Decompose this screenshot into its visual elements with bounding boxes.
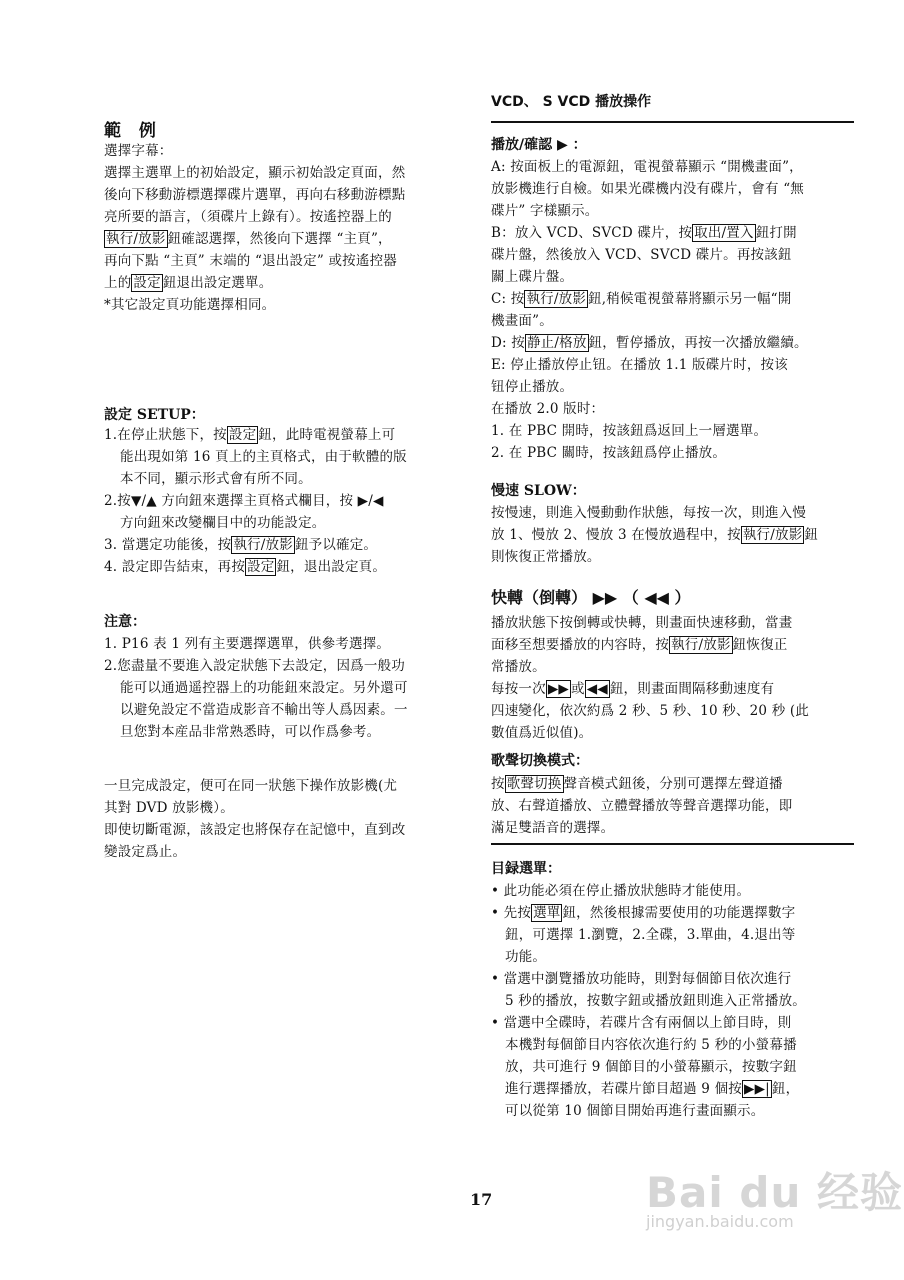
- note-title: 注意：: [104, 614, 146, 630]
- header-rule: [491, 121, 854, 123]
- rewind-button-ref: ◀◀: [586, 681, 608, 697]
- eject-button-ref: 取出/置入: [694, 225, 754, 241]
- page-header: VCD、 S VCD 播放操作: [491, 94, 652, 110]
- play-button-ref: 執行/放影: [742, 527, 803, 543]
- setup-title: 設定 SETUP：: [104, 407, 205, 423]
- play-title: 播放/確認 ▶ ：: [491, 137, 587, 153]
- setup-button-ref: 設定: [133, 275, 161, 291]
- menu-title: 目録選單：: [491, 861, 561, 877]
- watermark-url: jingyan.baidu.com: [646, 1212, 794, 1231]
- audio-body: 按 歌聲切换 聲音模式鈕後，分别可選擇左聲道播 放、右聲道播放、立體聲播放等聲音選擇功能，即 滿足雙語音的選擇。: [491, 776, 793, 836]
- example-body: 選擇主選單上的初始設定，顯示初始設定頁面，然 後向下移動游標選擇碟片選單，再向右移動游標點 亮所要的語言，（須碟片上錄有）。按遙控器上的 執行/放影 鈕確認選擇，然後向下選擇 “主頁”， 再向下點 “主頁” 末端的 “退出設定” 或按遙控器 上的 設定 鈕退出設定選單。 *其它設定頁功能選擇相同。: [104, 165, 406, 313]
- next-button-ref: ▶▶|: [743, 1081, 770, 1097]
- watermark-logo: Bai du 经验: [646, 1168, 903, 1217]
- play-body: A: 按面板上的電源鈕，電視螢幕顯示 “開機畫面”， 放影機進行自檢。如果光碟機内没有碟片，會有 “無 碟片” 字樣顯示。 B：放入 VCD、SVCD 碟片，按 取出/置入 鈕打開 碟片盤，然後放入 VCD、SVCD 碟片。再按該鈕 關上碟片盤。 C: 按 執行/放影 鈕,稍候電視螢幕將顯示另一幅“開 機畫面”。 D: 按 静止/格放 鈕，暫停播放，再按一次播放繼續。 E: 停止播放停止钮。在播放 1.1 版碟片时，按该 钮停止播放。 在播放 2.0 版时： 1. 在 PBC 開時，按該鈕爲返回上一層選單。 2. 在 PBC 關時，按該鈕爲停止播放。: [491, 159, 808, 461]
- after-setup-text: 一旦完成設定，便可在同一狀態下操作放影機(尤 其對 DVD 放影機）。 即使切斷電源，該設定也將保存在記憶中，直到改 變設定爲止。: [104, 778, 406, 860]
- audio-title: 歌聲切換模式：: [491, 753, 589, 769]
- menu-list: • 此功能必須在停止播放狀態時才能使用。 • 先按 選單 鈕，然後根據需要使用的功能選擇數字 鈕，可選擇 1.瀏覽，2.全碟，3.單曲，4.退出等 功能。 • 當選中瀏覽播放功能時，則對每個節目依次進行 5 秒的播放，按數字鈕或播放鈕則進入正常播放。 • 當選中全碟時，若碟片含有兩個以上節目時，則 本機對每個節目内容依次進行約 5 秒的小螢幕播 放，共可進行 9 個節目的小螢幕顯示，按數字鈕 進行選擇播放，若碟片節目超過 9 個按 ▶▶| 鈕， 可以從第 10 個節目開始再進行畫面顯示。: [491, 883, 806, 1119]
- note-list: 1. P16 表 1 列有主要選擇選單，供參考選擇。 2.您盡量不要進入設定狀態下去設定，因爲一般功 能可以通過遥控器上的功能鈕來設定。另外還可 以避免設定不當造成影音不輸出等人爲因素。一 旦您對本産品非常熟悉時，可以作爲參考。: [104, 636, 408, 740]
- play-button-ref: 執行/放影: [106, 231, 166, 247]
- setup-list: 1.在停止狀態下，按 設定 鈕，此時電視螢幕上可 能出現如第 16 頁上的主頁格式，由于軟體的版 本不同，顯示形式會有所不同。 2.按▼/▲ 方向鈕來選擇主頁格式欄目，按 ▶/◀ 方向鈕來改變欄目中的功能設定。 3. 當選定功能後，按 執行/放影 鈕予以確定。 4. 設定即告結束，再按 設定 鈕，退出設定頁。: [104, 427, 407, 575]
- pause-button-ref: 静止/格放: [526, 335, 587, 351]
- example-title: 範 例: [104, 121, 162, 141]
- fast-title: 快轉（倒轉） ▶▶ （ ◀◀ ）: [491, 588, 691, 607]
- slow-title: 慢速 SLOW：: [491, 483, 586, 499]
- fast-body: 播放狀態下按倒轉或快轉，則畫面快速移動，當畫 面移至想要播放的内容時，按 執行/放影 鈕恢復正 常播放。 每按一次 ▶▶ 或 ◀◀ 鈕，則畫面間隔移動速度有 四速變化，依次約爲 2 秒、5 秒、10 秒、20 秒 (此 數值爲近似值)。: [491, 615, 810, 741]
- audio-button-ref: 歌聲切换: [506, 776, 562, 792]
- menu-button-ref: 選單: [533, 905, 561, 921]
- play-button-ref: 執行/放影: [233, 537, 293, 553]
- fast-forward-button-ref: ▶▶: [547, 681, 569, 697]
- page-number: 17: [470, 1190, 493, 1209]
- setup-button-ref: 設定: [228, 427, 257, 443]
- play-button-ref: 執行/放影: [526, 291, 587, 307]
- play-button-ref: 執行/放影: [671, 637, 731, 653]
- example-subtitle: 選擇字幕：: [104, 143, 173, 159]
- setup-button-ref: 設定: [247, 559, 275, 575]
- section-rule: [491, 843, 854, 845]
- slow-body: 按慢速，則進入慢動動作狀態，每按一次，則進入慢 放 1、慢放 2、慢放 3 在慢放過程中，按 執行/放影 鈕 則恢復正常播放。: [491, 505, 819, 565]
